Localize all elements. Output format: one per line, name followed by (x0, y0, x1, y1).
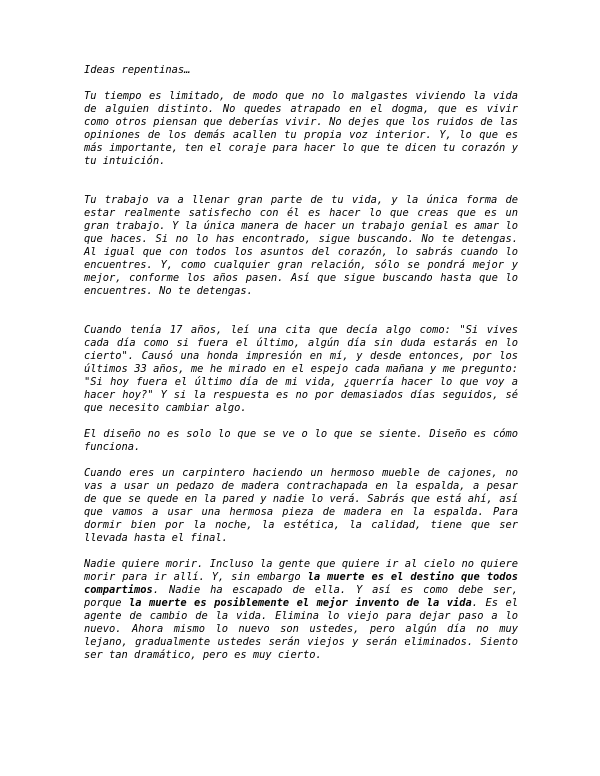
death-text-1: Nadie quiere morir. Incluso la gente que quiere ir al cielo no quiere morir para ir allí. Y, sin embargo (84, 558, 518, 583)
paragraph-work: Tu trabajo va a llenar gran parte de tu vida, y la única forma de estar realmente satisfecho con él es hacer lo que creas que es un gran trabajo. Y la única manera de hacer un trabajo genial es amar lo que haces. Si no lo has encontrado, sigue buscando. No te detengas. Al igual que con todos los asuntos del corazón, lo sabrás cuando lo encuentres. Y, como cualquier gran relación, sólo se pondrá mejor y mejor, conforme los años pasen. Así que sigue buscando hasta que lo encuentres. No te detengas. (84, 194, 518, 297)
death-text-3: . Es el agente de cambio de la vida. Elimina lo viejo para dejar paso a lo nuevo. Ahora mismo lo nuevo son ustedes, pero algún día no muy lejano, gradualmente ustedes serán viejos y serán eliminados. Siento ser tan dramático, pero es muy cierto. (84, 597, 518, 661)
paragraph-death (84, 558, 518, 662)
death-bold-1: la muerte es el destino que todos compartimos (84, 571, 518, 596)
paragraph-design: El diseño no es solo lo que se ve o lo que se siente. Diseño es cómo funciona. (84, 428, 518, 453)
paragraph-time-limited: Tu tiempo es limitado, de modo que no lo malgastes viviendo la vida de alguien distinto. No quedes atrapado en el dogma, que es vivir como otros piensan que deberías vivir. No dejes que los ruidos de las opiniones de los demás acallen tu propia voz interior. Y, lo que es más importante, ten el coraje para hacer lo que te dicen tu corazón y tu intuición. (84, 90, 518, 167)
document-page (84, 64, 518, 662)
document-title: Ideas repentinas… (84, 64, 191, 76)
death-bold-2: la muerte es posiblemente el mejor invento de la vida (129, 597, 472, 609)
death-text-2: . Nadie ha escapado de ella. Y así es como debe ser, porque (84, 584, 518, 609)
paragraph-last-day: Cuando tenía 17 años, leí una cita que decía algo como: "Si vives cada día como si fuera el último, algún día sin duda estarás en lo cierto". Causó una honda impresión en mí, y desde entonces, por los últimos 33 años, me he mirado en el espejo cada mañana y me pregunto: "Si hoy fuera el último día de mi vida, ¿querría hacer lo que voy a hacer hoy?" Y si la respuesta es no por demasiados días seguidos, sé que necesito cambiar algo. (84, 324, 518, 414)
paragraph-carpenter: Cuando eres un carpintero haciendo un hermoso mueble de cajones, no vas a usar un pedazo de madera contrachapada en la espalda, a pesar de que se quede en la pared y nadie lo verá. Sabrás que está ahí, así que vamos a usar una hermosa pieza de madera en la espalda. Para dormir bien por la noche, la estética, la calidad, tiene que ser llevada hasta el final. (84, 467, 518, 544)
